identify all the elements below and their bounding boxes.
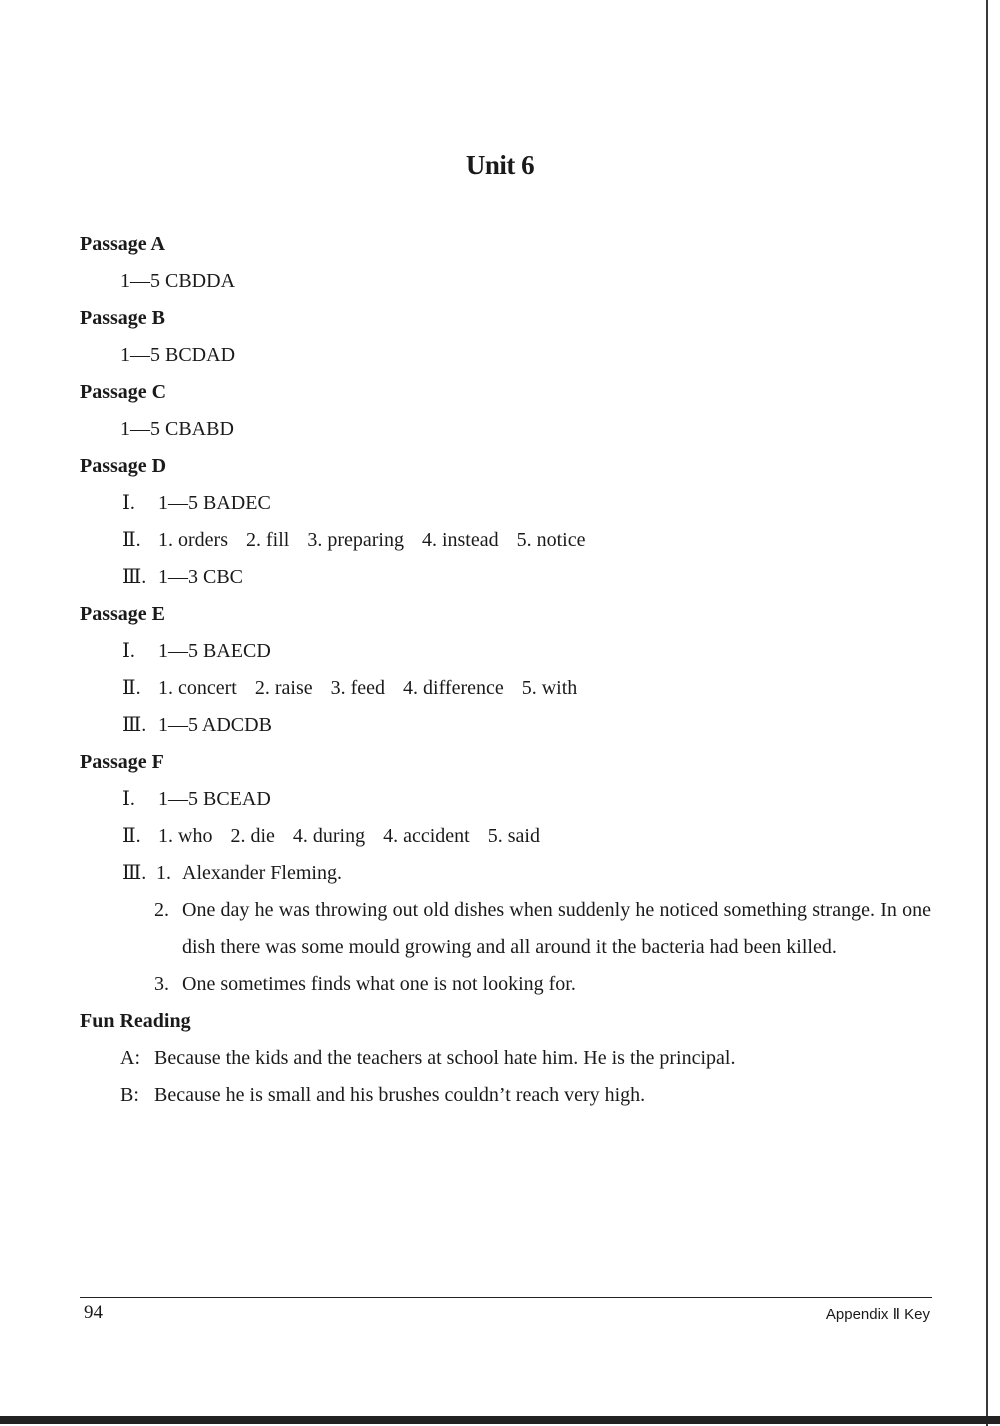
passage-c-heading: Passage C [80,381,167,403]
passage-c-answers: 1—5 CBABD [120,418,234,440]
answer-text: 1—5 ADCDB [158,714,272,736]
passage-f-part3-line1 [80,855,950,892]
answer-text: One day he was throwing out old dishes when suddenly he noticed something strange. In one dish there was some mould growing and all around it the bacteria had been killed. [182,899,931,958]
answer-item: 5. notice [516,529,586,551]
passage-e-part1 [80,633,950,670]
passage-f-part3-answer2 [80,892,931,966]
passage-e-part2 [80,670,950,707]
answer-item: 4. accident [383,825,470,847]
fun-reading-heading: Fun Reading [80,1010,191,1032]
answer-item: 1. orders [158,529,228,551]
roman-numeral: Ⅰ. [122,788,135,810]
roman-numeral: Ⅲ. [122,714,147,736]
answer-text: 1—5 BCEAD [158,788,271,810]
passage-e-heading: Passage E [80,603,165,625]
passage-d-part2 [80,522,950,559]
answer-text: One sometimes finds what one is not looking for. [182,973,576,995]
roman-numeral: Ⅰ. [122,492,135,514]
page-title: Unit 6 [465,150,535,180]
answer-text: Alexander Fleming. [182,862,342,884]
footer-section-label: Appendix Ⅱ Key [825,1306,930,1323]
answer-item: 5. with [521,677,578,699]
answer-text: Because he is small and his brushes couldn’t reach very high. [154,1084,646,1106]
passage-e-part3 [80,707,950,744]
answer-text: 1—5 BADEC [158,492,271,514]
answer-item: 2. die [230,825,275,847]
passage-d-part1 [80,485,950,522]
passage-f-part2 [80,818,950,855]
fun-reading-answer-a [80,1040,950,1077]
passage-d-part3 [80,559,950,596]
answer-item: 2. raise [254,677,313,699]
passage-f-part3-answer3 [80,966,931,1003]
passage-b-heading: Passage B [80,307,165,329]
answer-item: 3. preparing [307,529,404,551]
answer-text: 1—5 BAECD [158,640,271,662]
answer-item: 3. feed [330,677,386,699]
answer-number: 2. [154,899,169,921]
passage-a-answers: 1—5 CBDDA [120,270,236,292]
answer-item: 4. during [292,825,366,847]
passage-f-heading: Passage F [80,751,164,773]
roman-numeral: Ⅱ. [122,677,141,699]
passage-d-heading: Passage D [80,455,167,477]
footer-rule [80,1297,932,1298]
roman-numeral: Ⅲ. [122,566,147,588]
answer-item: 4. instead [421,529,499,551]
answer-item: 5. said [487,825,540,847]
page-edge-bottom [0,1416,1000,1424]
answer-item: 1. concert [158,677,237,699]
answer-text: 1—3 CBC [158,566,244,588]
roman-numeral: Ⅲ. [122,862,147,884]
passage-b-answers: 1—5 BCDAD [120,344,236,366]
answer-label: B: [120,1084,139,1106]
passage-a-heading: Passage A [80,233,165,255]
passage-f-part1 [80,781,950,818]
roman-numeral: Ⅱ. [122,825,141,847]
roman-numeral: Ⅱ. [122,529,141,551]
answer-key-content [80,226,950,1114]
answer-item: 2. fill [245,529,290,551]
page-edge-right [986,0,988,1426]
answer-item: 1. who [158,825,213,847]
answer-number: 3. [154,973,169,995]
answer-label: A: [120,1047,140,1069]
answer-number: 1. [156,862,171,884]
fun-reading-answer-b [80,1077,950,1114]
roman-numeral: Ⅰ. [122,640,135,662]
page-number: 94 [84,1302,103,1323]
answer-text: Because the kids and the teachers at school hate him. He is the principal. [154,1047,736,1069]
answer-item: 4. difference [403,677,504,699]
